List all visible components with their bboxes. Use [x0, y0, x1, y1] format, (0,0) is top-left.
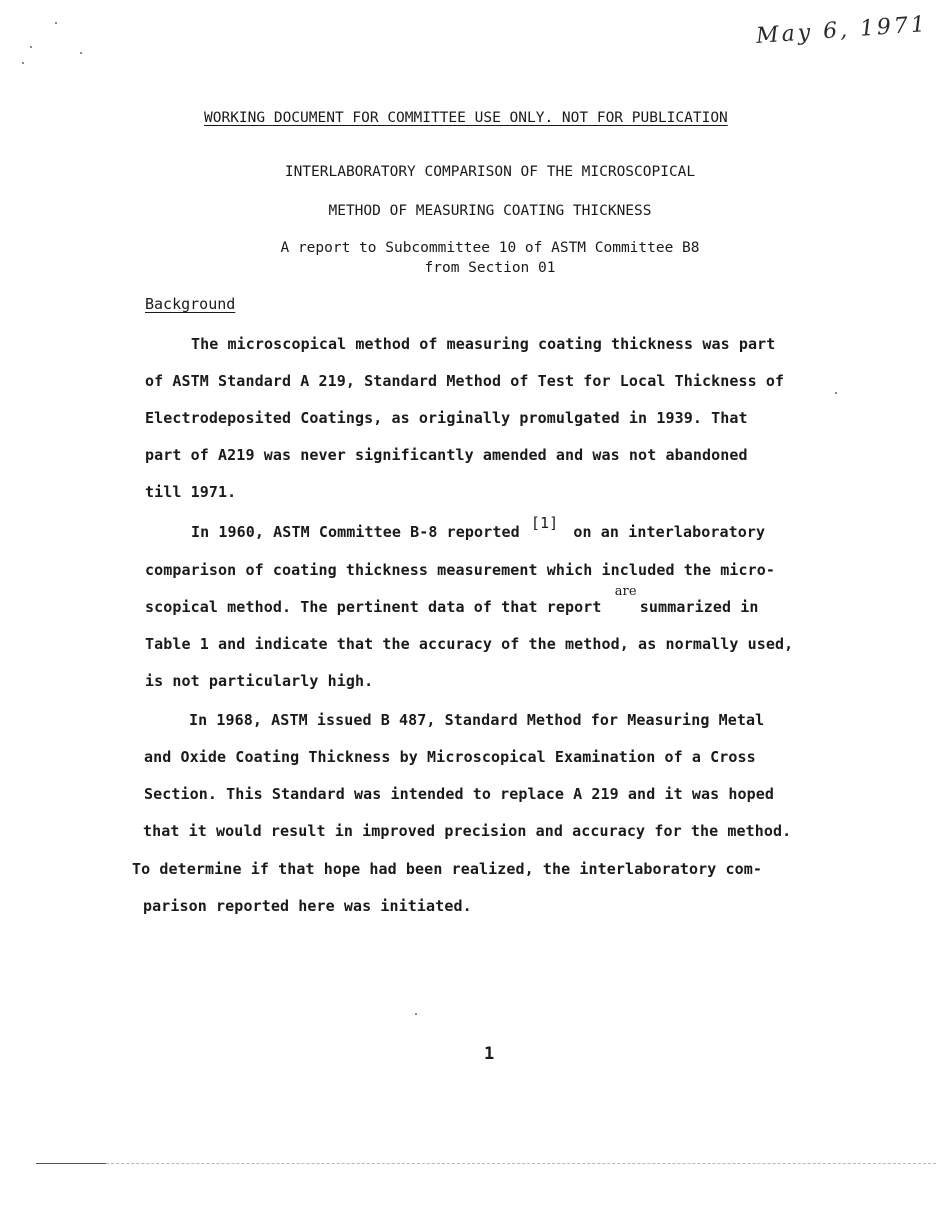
- paragraph-3-line: In 1968, ASTM issued B 487, Standard Method for Measuring Metal: [189, 711, 765, 729]
- paragraph-3-line: and Oxide Coating Thickness by Microscopical Examination of a Cross: [144, 748, 756, 766]
- scan-artifact-line: [36, 1163, 936, 1164]
- section-heading-background: Background: [145, 295, 236, 313]
- paragraph-2-line: Table 1 and indicate that the accuracy of the method, as normally used,: [145, 635, 794, 653]
- paragraph-2-line: [191, 514, 766, 541]
- document-title-line-1: INTERLABORATORY COMPARISON OF THE MICROSCOPICAL: [284, 164, 696, 180]
- scan-speck: [22, 62, 24, 64]
- paragraph-3-line: parison reported here was initiated.: [143, 897, 472, 915]
- paragraph-2-line: comparison of coating thickness measurement which included the micro-: [145, 561, 776, 579]
- scan-speck: [80, 52, 82, 54]
- scan-speck: [835, 392, 837, 394]
- paragraph-2-line-3-end: summarized in: [639, 598, 759, 616]
- paragraph-2-line-1-end: on an interlaboratory: [573, 523, 766, 541]
- scan-speck: [55, 22, 57, 24]
- scan-artifact-line: [36, 1163, 106, 1164]
- paragraph-1-line: Electrodeposited Coatings, as originally promulgated in 1939. That: [145, 409, 748, 427]
- paragraph-1-line: part of A219 was never significantly amended and was not abandoned: [145, 446, 748, 464]
- page-number: 1: [484, 1044, 495, 1064]
- paragraph-2-line-1-start: In 1960, ASTM Committee B-8 reported: [191, 523, 520, 541]
- scan-speck: [415, 1013, 417, 1015]
- paragraph-3-line: Section. This Standard was intended to replace A 219 and it was hoped: [144, 785, 775, 803]
- paragraph-1-line: till 1971.: [145, 483, 237, 501]
- paragraph-2-line-3-start: scopical method. The pertinent data of that report: [145, 598, 602, 616]
- paragraph-1-line: of ASTM Standard A 219, Standard Method of Test for Local Thickness of: [145, 372, 785, 390]
- confidentiality-notice: WORKING DOCUMENT FOR COMMITTEE USE ONLY. NOT FOR PUBLICATION: [204, 110, 728, 126]
- handwritten-date: May 6, 1971: [755, 12, 929, 49]
- reference-marker: [1]: [530, 514, 559, 532]
- paragraph-3-line: that it would result in improved precision and accuracy for the method.: [143, 822, 792, 840]
- paragraph-1-line: The microscopical method of measuring coating thickness was part: [191, 335, 776, 353]
- report-subtitle-line-2: from Section 01: [424, 260, 556, 276]
- document-title-line-2: METHOD OF MEASURING COATING THICKNESS: [328, 203, 652, 219]
- report-subtitle-line-1: A report to Subcommittee 10 of ASTM Committee B8: [280, 240, 700, 256]
- paragraph-2-line: [145, 584, 759, 616]
- paragraph-3-line: To determine if that hope had been realized, the interlaboratory com-: [132, 860, 763, 878]
- paragraph-2-line: is not particularly high.: [145, 672, 374, 690]
- handwritten-insertion: are: [614, 584, 637, 599]
- scan-speck: [30, 46, 32, 48]
